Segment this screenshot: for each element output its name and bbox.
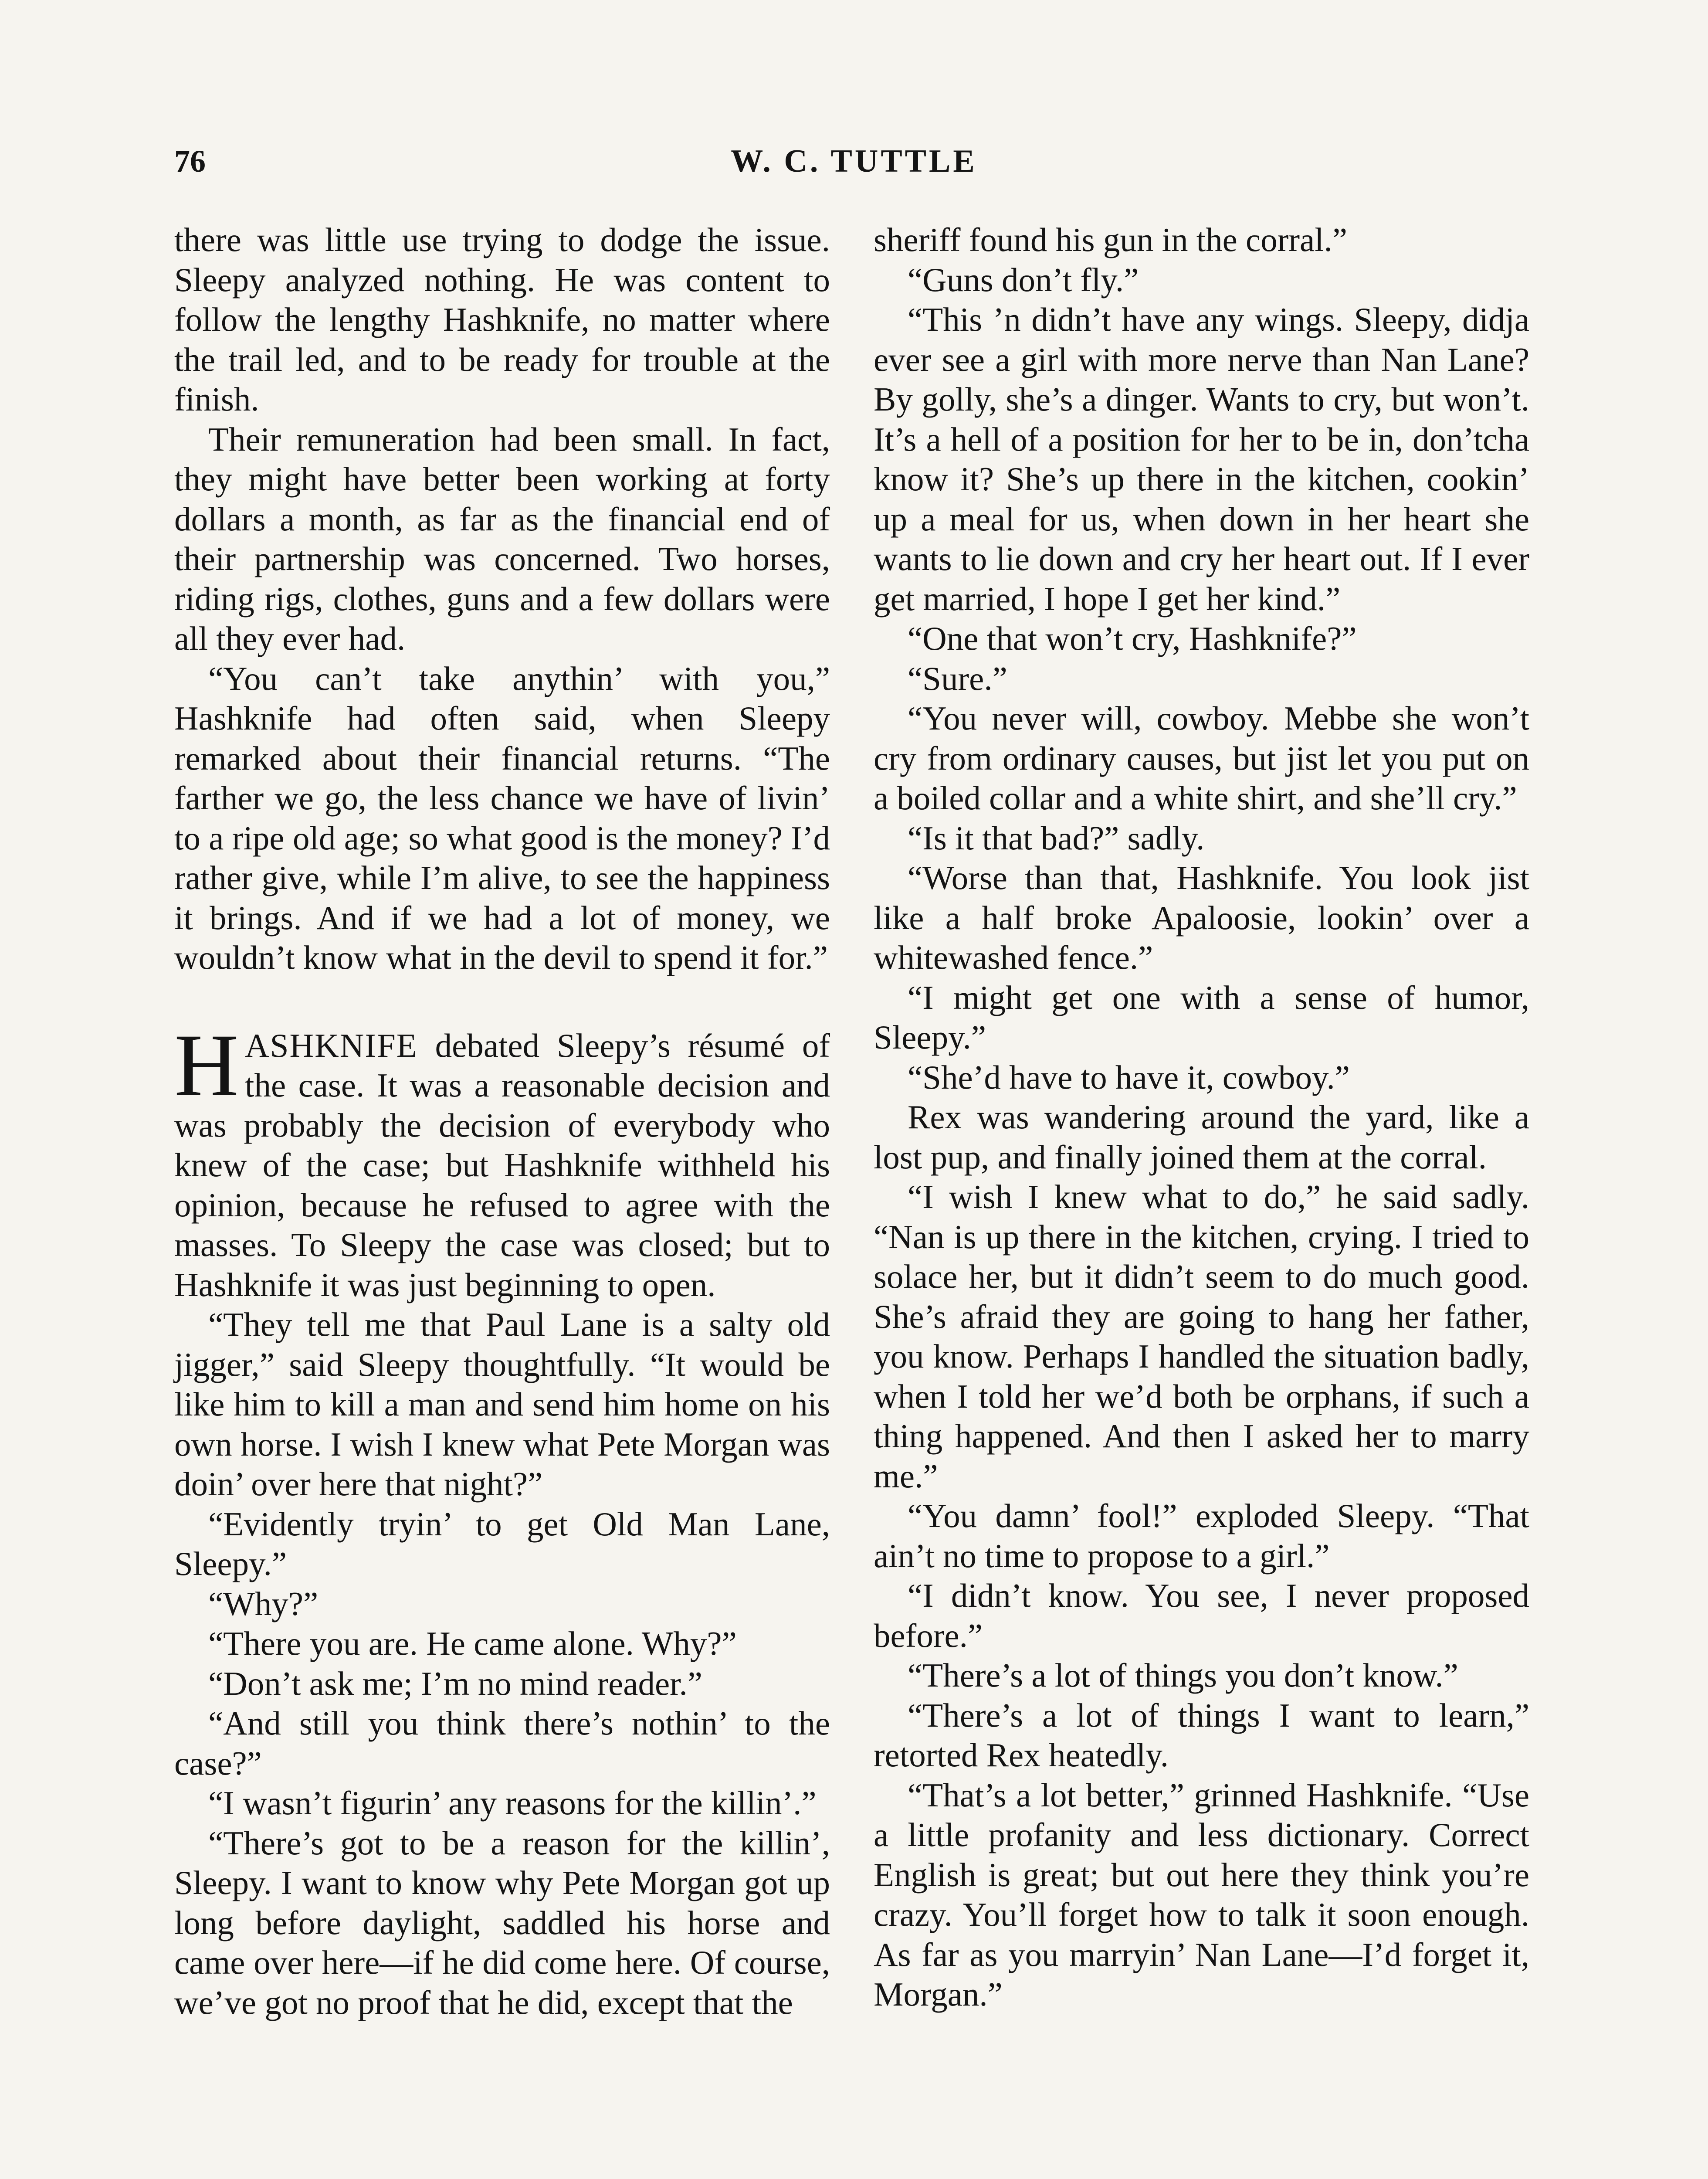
page-header — [174, 131, 1534, 192]
paragraph: “I wasn’t figurin’ any reasons for the killin’.” — [208, 1784, 817, 1822]
paragraph: “There you are. He came alone. Why?” — [208, 1625, 737, 1662]
drop-cap: H — [174, 1015, 239, 1115]
section-start-paragraph — [174, 1015, 830, 1305]
running-head-author: W. C. TUTTLE — [731, 143, 977, 179]
paragraph: “You damn’ fool!” exploded Sleepy. “That ain’t no time to propose to a girl.” — [874, 1497, 1529, 1575]
paragraph: “Guns don’t fly.” — [908, 261, 1139, 299]
small-caps-lead: ASHKNIFE — [245, 1026, 418, 1064]
paragraph: “Don’t ask me; I’m no mind reader.” — [208, 1664, 702, 1702]
paragraph: “She’d have to have it, cowboy.” — [908, 1058, 1350, 1096]
left-column — [174, 220, 830, 2023]
paragraph: “I might get one with a sense of humor, Sleepy.” — [874, 978, 1529, 1056]
page-number: 76 — [174, 144, 206, 179]
paragraph: “That’s a lot better,” grinned Hashknife. “Use a little profanity and less dictionary. Correct English is great; but out here they think you’re crazy. You’ll forget how to talk it soon enough. As far as you marryin’ Nan Lane—I’d forget it, Morgan.” — [874, 1776, 1529, 2013]
paragraph: there was little use trying to dodge the issue. Sleepy analyzed nothing. He was content to follow the lengthy Hashknife, no matter where the trail led, and to be ready for trouble at the finish. — [174, 221, 830, 418]
paragraph: “Evidently tryin’ to get Old Man Lane, Sleepy.” — [174, 1505, 830, 1582]
paragraph: “Why?” — [208, 1585, 319, 1622]
paragraph: Rex was wandering around the yard, like a lost pup, and finally joined them at the corral. — [874, 1098, 1529, 1176]
paragraph: “Worse than that, Hashknife. You look jist like a half broke Apaloosie, lookin’ over a whitewashed fence.” — [874, 859, 1529, 976]
right-column — [874, 220, 1529, 2015]
paragraph: Their remuneration had been small. In fact, they might have better been working at forty dollars a month, as far as the financial end of their partnership was concerned. Two horses, riding rigs, clothes, guns and a few dollars were all they ever had. — [174, 420, 830, 657]
paragraph: “There’s a lot of things you don’t know.” — [908, 1656, 1458, 1694]
paragraph: “And still you think there’s nothin’ to the case?” — [174, 1704, 830, 1782]
paragraph: “I didn’t know. You see, I never proposed before.” — [874, 1577, 1529, 1654]
paragraph: “You can’t take anythin’ with you,” Hashknife had often said, when Sleepy remarked about their financial returns. “The farther we go, the less chance we have of livin’ to a ripe old age; so what good is the money? I’d rather give, while I’m alive, to see the happiness it brings. And if we had a lot of money, we wouldn’t know what in the devil to spend it for.” — [174, 659, 830, 976]
paragraph: “They tell me that Paul Lane is a salty old jigger,” said Sleepy thoughtfully. “It would be like him to kill a man and send him home on his own horse. I wish I knew what Pete Morgan was doin’ over here that night?” — [174, 1306, 830, 1503]
paragraph: “Is it that bad?” sadly. — [908, 819, 1205, 857]
paragraph: sheriff found his gun in the corral.” — [874, 221, 1347, 258]
paragraph: “There’s a lot of things I want to learn,” retorted Rex heatedly. — [874, 1696, 1529, 1774]
paragraph: “Sure.” — [908, 659, 1007, 697]
paragraph: “One that won’t cry, Hashknife?” — [908, 620, 1357, 657]
paragraph-text: debated Sleepy’s résumé of the case. It was a reasonable decision and was probably the decision of everybody who knew of the case; but Hashknife withheld his opinion, because he refused to agree with the masses. To Sleepy the case was closed; but to Hashknife it was just beginning to open. — [174, 1026, 830, 1303]
paragraph: “There’s got to be a reason for the killin’, Sleepy. I want to know why Pete Morgan got up long before daylight, saddled his horse and came over here—if he did come here. Of course, we’ve got no proof that he did, except that the — [174, 1824, 830, 2021]
paragraph: “This ’n didn’t have any wings. Sleepy, didja ever see a girl with more nerve than Nan Lane? By golly, she’s a dinger. Wants to cry, but won’t. It’s a hell of a position for her to be in, don’tcha know it? She’s up there in the kitchen, cookin’ up a meal for us, when down in her heart she wants to lie down and cry her heart out. If I ever get married, I hope I get her kind.” — [874, 301, 1529, 618]
paragraph: “I wish I knew what to do,” he said sadly. “Nan is up there in the kitchen, crying. I tried to solace her, but it didn’t seem to do much good. She’s afraid they are going to hang her father, you know. Perhaps I handled the situation badly, when I told her we’d both be orphans, if such a thing happened. And then I asked her to marry me.” — [874, 1178, 1529, 1495]
paragraph: “You never will, cowboy. Mebbe she won’t cry from ordinary causes, but jist let you put on a boiled collar and a white shirt, and she’ll cry.” — [874, 699, 1529, 817]
